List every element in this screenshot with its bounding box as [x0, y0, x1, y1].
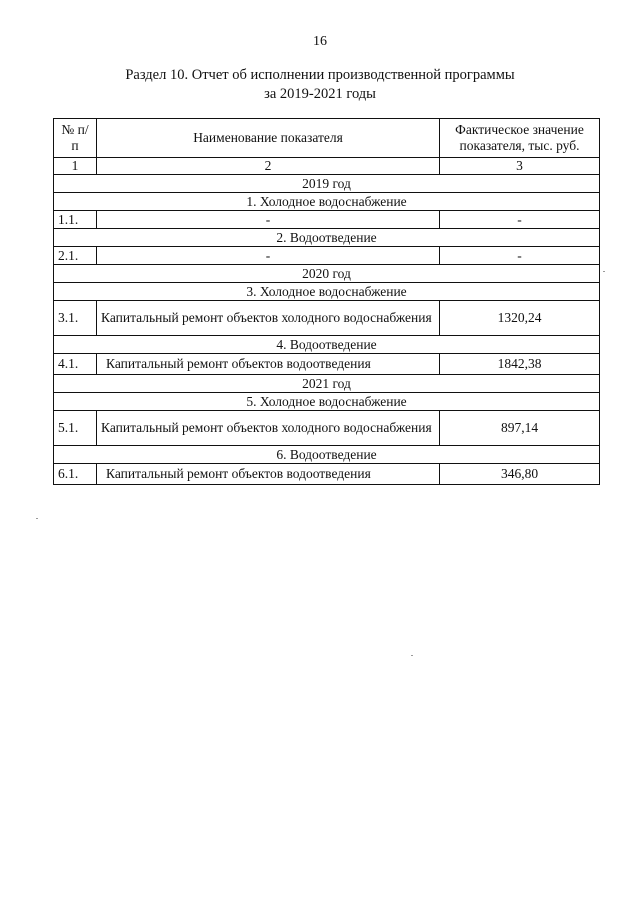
section-row: [54, 229, 600, 247]
column-index-3: 3: [440, 158, 600, 175]
section-title: 2. Водоотведение: [54, 229, 600, 247]
year-row: [54, 375, 600, 393]
page-number: 16: [313, 34, 327, 49]
section-row: [54, 283, 600, 301]
row-number: 1.1.: [54, 211, 97, 229]
section-row: [54, 446, 600, 464]
year-label: 2019 год: [54, 175, 600, 193]
section-title: 4. Водоотведение: [54, 336, 600, 354]
table-row: [54, 247, 600, 265]
row-number: 5.1.: [54, 411, 97, 446]
row-name: -: [97, 211, 440, 229]
document-title: [0, 66, 640, 104]
row-number: 3.1.: [54, 301, 97, 336]
section-title: 6. Водоотведение: [54, 446, 600, 464]
table-row: [54, 411, 600, 446]
row-value: 346,80: [440, 464, 600, 485]
year-label: 2020 год: [54, 265, 600, 283]
scan-speck: [603, 271, 605, 272]
row-name: Капитальный ремонт объектов холодного водоснабжения: [97, 411, 440, 446]
column-index-row: [54, 158, 600, 175]
row-value: 1842,38: [440, 354, 600, 375]
row-name: Капитальный ремонт объектов холодного водоснабжения: [97, 301, 440, 336]
title-line-1: Раздел 10. Отчет об исполнении производственной программы: [125, 67, 515, 83]
scan-speck: [411, 655, 413, 656]
section-title: 1. Холодное водоснабжение: [54, 193, 600, 211]
title-line-2: за 2019-2021 годы: [264, 86, 376, 102]
scan-speck: [36, 518, 38, 519]
section-row: [54, 336, 600, 354]
section-title: 3. Холодное водоснабжение: [54, 283, 600, 301]
row-number: 6.1.: [54, 464, 97, 485]
row-value: 1320,24: [440, 301, 600, 336]
table-row: [54, 211, 600, 229]
row-value: -: [440, 247, 600, 265]
row-value: -: [440, 211, 600, 229]
table-row: [54, 354, 600, 375]
header-num: № п/п: [54, 119, 97, 158]
table-header-row: [54, 119, 600, 158]
header-name: Наименование показателя: [97, 119, 440, 158]
row-name: Капитальный ремонт объектов водоотведения: [97, 464, 440, 485]
column-index-2: 2: [97, 158, 440, 175]
row-value: 897,14: [440, 411, 600, 446]
report-table: [53, 118, 600, 485]
row-name: Капитальный ремонт объектов водоотведения: [97, 354, 440, 375]
row-number: 4.1.: [54, 354, 97, 375]
year-label: 2021 год: [54, 375, 600, 393]
year-row: [54, 265, 600, 283]
column-index-1: 1: [54, 158, 97, 175]
section-title: 5. Холодное водоснабжение: [54, 393, 600, 411]
table-row: [54, 301, 600, 336]
header-value: Фактическое значение показателя, тыс. руб.: [440, 119, 600, 158]
row-name: -: [97, 247, 440, 265]
section-row: [54, 393, 600, 411]
section-row: [54, 193, 600, 211]
table-row: [54, 464, 600, 485]
year-row: [54, 175, 600, 193]
row-number: 2.1.: [54, 247, 97, 265]
